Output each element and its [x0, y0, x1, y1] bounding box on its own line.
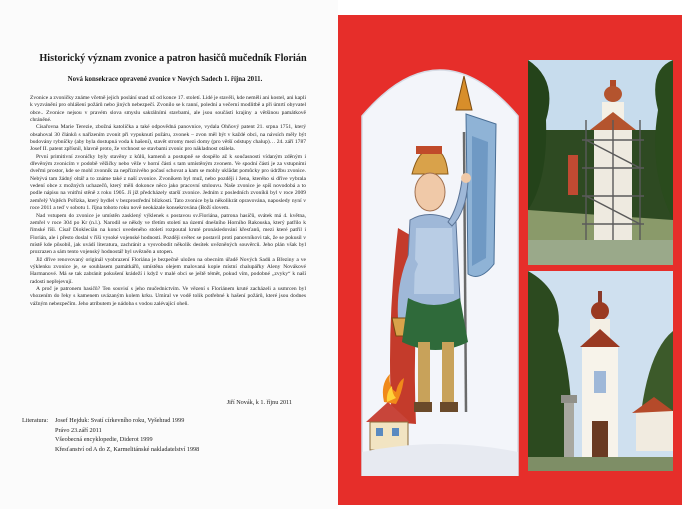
- article-body: [30, 95, 306, 308]
- literature-item: Josef Hejduk: Svatí církevního roku, Vyšehrad 1999: [55, 417, 185, 424]
- bell-tower-photo: [528, 271, 673, 471]
- paragraph: Již dříve renovovaný originál vyobrazení Floriána je bezpečně uložen na obecním úřadě Nových Sadů a Březiny a ve výklenku zvonice je, se souhlasem památkářů, umístěna olejem malovaná kopie místní chalupářky Aleny Novákové Harmanové. Má se tak zabránit pokušení krádeží i když v malé obci se ještě témět, pokud vím, podobné „zvyky“ k naší radosti nepřejevují.: [30, 256, 306, 285]
- paragraph: Císařovna Marie Terezie, zbožná katolička a také odpovědná panovnice, vydala Ohňový patent 21. srpna 1751, který obsahoval 30 článků s nařízením zvonit při vypuknutí požáru, zvonek – zvon měl být v každé obci, na návsích měly být budovány rybníčky (aby byla dostupná voda k hašení), stavět stromy mezi domy (pro větší odstupy chalup)… 24. září 1787 Josef II. patent zpřísnil, hlavně proto, že vrchnost se stavbami zvonic pro nákladnost otálela.: [30, 124, 306, 153]
- article-page: [0, 0, 338, 509]
- bell-tower-scaffolding-photo: [528, 60, 673, 265]
- literature-label: Literatura:: [22, 417, 49, 424]
- literature-item: Křesťanství od A do Z, Karmelitánské nakladatelství 1998: [55, 445, 200, 453]
- signature: Jiří Novák, k 1. říjnu 2011: [226, 399, 292, 406]
- saint-florian-painting: [356, 32, 524, 476]
- literature-item: Právo 23.září 2011: [55, 426, 102, 434]
- photo-panel: [338, 15, 682, 505]
- paragraph: Nad vstupem do zvonice je umístěn zasklený výklenek s postavou sv.Floriána, patrona hasičů, svátek má 4. května, zemřel v roce 304 po Kr (n.l.). Narodil se někdy ve třetím století na území dnešního Horního Rakouska, který patřilo k římské říši. Císař Diokleciān na konci uvedeného století rozpoutal kruté pronásledování křesťanů, mezi které patřil i Florián, ale i přesto doslal v říši vysoké vojenské hodnosti. Později světec se postavil proti panovníkovi tak, že se pokusil v místě kde působil, jak uvádí literatura, zachránit a vysvobodit několik desítek uvězněných souvěrců. Jeho plán však byl prozrazen a sám tento vojenský hodnostář byl uvězněn a utopen.: [30, 212, 306, 256]
- literature-item: Všeobecná encyklopedie, Diderot 1999: [55, 436, 153, 443]
- literature-list: [22, 416, 322, 454]
- article-subtitle: Nová konsekrace opravené zvonice v Nových Sadech 1. října 2011.: [67, 76, 263, 83]
- paragraph: První primitivní zvoničky byly stavěny z kůlů, kamenů a postupně se dospělo až k současnosti vídaným zděným i dřevěným zvonicím v podobě věžičky nebo věže v horní části s tam umístěným zvonem. Ve spodní části je za vstupními dveřmi prostor, kde se mohl zvonník za nepříznivého počasí schovat a kam se mohly uklādat pomůcky pro údržbu zvonice. Nebývá tam žádný oltář a to známe také z naší zvonice. Zvoníkem byl muž, nebo později i žena, kterého si dříve vybrala vedení obce z možných uchazečů, který měli dokonce něco jako pracovní smlouvu. Naše zvonice je spíš novodobá a to podle nápisu na vnitřní stěně z roku 1905. Jí již předcházely starší zvonice. Jedním z posledních zvoníků byl v roce 2009 zemřelý Vojtěch Pořízka, který bydlel v bezprostřední blízkosti. Tato zvonice byla několikrát opravována, naposledy nyní v roce 2011 a teď v sobotu 1. října tohoto roku nově neokázale konsekrována (Boží slovem.: [30, 153, 306, 212]
- paragraph: A proč je patronem hasičů? Ten souvisí s jeho mučednictvím. Ve vězení s Floriánem kruté zacházeli a usmrcen byl vhozením do řeky s kamenem uvázaným kolem krku. Umíral ve vodě tolik potřebné k hašení požárů, které jsou dodnes vážným nebezpečím. Jeho atributem je nádoba s vodou zalévající oheň.: [30, 285, 306, 307]
- paragraph: Zvonice a zvoničky známe včetně jejich poslání snad už od konce 17. století. Lidé je stavěli, kde neměli ani kostel, ani kapli k vyzvánění pro ohlášení požárů nebo jiných nebezpečí. Zvonilo se k ranní, polední a večerní modlitbě a při úmrtí obyvatel obce.. Zvonice nejsou v pravém slova smyslu sakrálními stavbami, ale jsou součástí krajiny a většinou památkově chráněné.: [30, 95, 306, 124]
- article-title: Historický význam zvonice a patron hasičů mučedník Florián: [39, 53, 307, 64]
